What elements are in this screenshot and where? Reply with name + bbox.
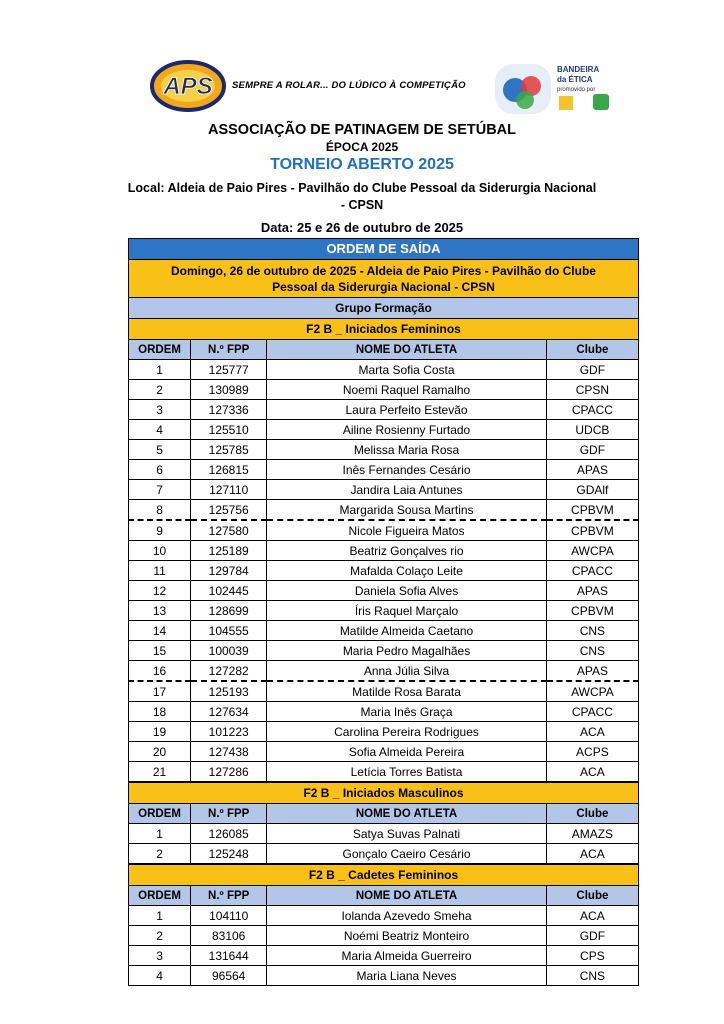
order-title-bar: ORDEM DE SAÍDA bbox=[128, 238, 639, 259]
club-cell: APAS bbox=[546, 460, 638, 480]
fpp-number-cell: 127580 bbox=[191, 520, 267, 541]
slogan: SEMPRE A ROLAR... DO LÚDICO À COMPETIÇÃO bbox=[232, 80, 466, 91]
table-row bbox=[129, 460, 639, 480]
column-header-club: Clube bbox=[546, 886, 638, 906]
athlete-name-cell: Jandira Laia Antunes bbox=[267, 480, 547, 500]
club-cell: GDF bbox=[546, 360, 638, 380]
athlete-name-cell: Anna Júlia Silva bbox=[267, 661, 547, 682]
order-cell: 8 bbox=[129, 500, 191, 521]
table-row bbox=[129, 561, 639, 581]
fpp-number-cell: 102445 bbox=[191, 581, 267, 601]
order-cell: 2 bbox=[129, 380, 191, 400]
column-header-order: ORDEM bbox=[129, 886, 191, 906]
athlete-name-cell: Beatriz Gonçalves rio bbox=[267, 541, 547, 561]
fpp-number-cell: 127336 bbox=[191, 400, 267, 420]
athlete-name-cell: Satya Suvas Palnati bbox=[267, 824, 547, 844]
club-cell: CNS bbox=[546, 621, 638, 641]
column-header-club: Clube bbox=[546, 804, 638, 824]
tournament-title: TORNEIO ABERTO 2025 bbox=[270, 156, 454, 173]
table-header-row bbox=[129, 804, 639, 824]
table-row bbox=[129, 480, 639, 500]
athletes-table bbox=[128, 885, 639, 986]
order-cell: 9 bbox=[129, 520, 191, 541]
athlete-name-cell: Maria Inês Graça bbox=[267, 702, 547, 722]
club-cell: APAS bbox=[546, 581, 638, 601]
athlete-name-cell: Matilde Almeida Caetano bbox=[267, 621, 547, 641]
order-cell: 7 bbox=[129, 480, 191, 500]
order-cell: 1 bbox=[129, 360, 191, 380]
column-header-athlete-name: NOME DO ATLETA bbox=[267, 340, 547, 360]
column-header-fpp: N.º FPP bbox=[191, 886, 267, 906]
table-row bbox=[129, 906, 639, 926]
fpp-number-cell: 131644 bbox=[191, 946, 267, 966]
club-cell: CNS bbox=[546, 641, 638, 661]
page-header bbox=[0, 0, 724, 125]
athletes-table bbox=[128, 803, 639, 864]
table-row bbox=[129, 360, 639, 380]
athlete-name-cell: Margarida Sousa Martins bbox=[267, 500, 547, 521]
athlete-name-cell: Nicole Figueira Matos bbox=[267, 520, 547, 541]
order-cell: 16 bbox=[129, 661, 191, 682]
fpp-number-cell: 125193 bbox=[191, 681, 267, 702]
season-label: ÉPOCA 2025 bbox=[325, 140, 399, 154]
order-cell: 4 bbox=[129, 966, 191, 986]
club-cell: GDF bbox=[546, 440, 638, 460]
day-location-bar bbox=[128, 259, 639, 297]
athlete-name-cell: Maria Liana Neves bbox=[267, 966, 547, 986]
table-row bbox=[129, 621, 639, 641]
fpp-number-cell: 127634 bbox=[191, 702, 267, 722]
club-cell: AWCPA bbox=[546, 541, 638, 561]
table-row bbox=[129, 581, 639, 601]
group-bar: Grupo Formação bbox=[128, 297, 639, 318]
etica-line-3: promovido por bbox=[557, 87, 596, 93]
order-cell: 1 bbox=[129, 906, 191, 926]
fpp-number-cell: 100039 bbox=[191, 641, 267, 661]
club-cell: ACA bbox=[546, 762, 638, 782]
day-line-1: Domingo, 26 de outubro de 2025 - Aldeia de Paio Pires - Pavilhão do Clube bbox=[171, 264, 596, 278]
order-cell: 3 bbox=[129, 400, 191, 420]
order-cell: 3 bbox=[129, 946, 191, 966]
fpp-number-cell: 126085 bbox=[191, 824, 267, 844]
fpp-number-cell: 125785 bbox=[191, 440, 267, 460]
fpp-number-cell: 104110 bbox=[191, 906, 267, 926]
table-row bbox=[129, 601, 639, 621]
athlete-name-cell: Matilde Rosa Barata bbox=[267, 681, 547, 702]
fpp-number-cell: 127110 bbox=[191, 480, 267, 500]
athlete-name-cell: Ailine Rosienny Furtado bbox=[267, 420, 547, 440]
fpp-number-cell: 129784 bbox=[191, 561, 267, 581]
column-header-fpp: N.º FPP bbox=[191, 340, 267, 360]
club-cell: CPSN bbox=[546, 380, 638, 400]
order-cell: 2 bbox=[129, 926, 191, 946]
club-cell: GDF bbox=[546, 926, 638, 946]
column-header-order: ORDEM bbox=[129, 804, 191, 824]
fpp-number-cell: 125777 bbox=[191, 360, 267, 380]
fpp-number-cell: 127438 bbox=[191, 742, 267, 762]
athlete-name-cell: Sofia Almeida Pereira bbox=[267, 742, 547, 762]
order-cell: 4 bbox=[129, 420, 191, 440]
order-cell: 11 bbox=[129, 561, 191, 581]
fpp-number-cell: 101223 bbox=[191, 722, 267, 742]
athlete-name-cell: Maria Almeida Guerreiro bbox=[267, 946, 547, 966]
athletes-table bbox=[128, 339, 639, 782]
club-cell: ACA bbox=[546, 722, 638, 742]
table-row bbox=[129, 500, 639, 521]
table-row bbox=[129, 420, 639, 440]
fpp-number-cell: 127282 bbox=[191, 661, 267, 682]
order-cell: 12 bbox=[129, 581, 191, 601]
athlete-name-cell: Melissa Maria Rosa bbox=[267, 440, 547, 460]
club-cell: ACPS bbox=[546, 742, 638, 762]
categories-container bbox=[128, 318, 639, 986]
athlete-name-cell: Noemi Raquel Ramalho bbox=[267, 380, 547, 400]
athlete-name-cell: Mafalda Colaço Leite bbox=[267, 561, 547, 581]
fpp-number-cell: 128699 bbox=[191, 601, 267, 621]
athlete-name-cell: Inês Fernandes Cesário bbox=[267, 460, 547, 480]
fpp-number-cell: 125189 bbox=[191, 541, 267, 561]
order-cell: 5 bbox=[129, 440, 191, 460]
table-row bbox=[129, 380, 639, 400]
club-cell: AWCPA bbox=[546, 681, 638, 702]
column-header-club: Clube bbox=[546, 340, 638, 360]
table-row bbox=[129, 824, 639, 844]
column-header-order: ORDEM bbox=[129, 340, 191, 360]
club-cell: CPACC bbox=[546, 702, 638, 722]
athlete-name-cell: Noémi Beatriz Monteiro bbox=[267, 926, 547, 946]
athlete-name-cell: Gonçalo Caeiro Cesário bbox=[267, 844, 547, 864]
club-cell: UDCB bbox=[546, 420, 638, 440]
aps-logo bbox=[148, 58, 228, 114]
club-cell: CPBVM bbox=[546, 520, 638, 541]
order-cell: 2 bbox=[129, 844, 191, 864]
table-row bbox=[129, 926, 639, 946]
table-row bbox=[129, 966, 639, 986]
athlete-name-cell: Laura Perfeito Estevão bbox=[267, 400, 547, 420]
club-cell: CPS bbox=[546, 946, 638, 966]
event-date: Data: 25 e 26 de outubro de 2025 bbox=[260, 220, 464, 235]
table-row bbox=[129, 681, 639, 702]
table-row bbox=[129, 702, 639, 722]
fpp-number-cell: 125756 bbox=[191, 500, 267, 521]
location-line-1: Local: Aldeia de Paio Pires - Pavilhão do Clube Pessoal da Siderurgia Nacional bbox=[127, 181, 597, 195]
order-cell: 13 bbox=[129, 601, 191, 621]
athlete-name-cell: Carolina Pereira Rodrigues bbox=[267, 722, 547, 742]
club-cell: AMAZS bbox=[546, 824, 638, 844]
order-cell: 10 bbox=[129, 541, 191, 561]
association-title: ASSOCIAÇÃO DE PATINAGEM DE SETÚBAL bbox=[207, 122, 516, 138]
table-row bbox=[129, 844, 639, 864]
etica-line-1: BANDEIRA bbox=[557, 65, 600, 74]
club-cell: CPACC bbox=[546, 400, 638, 420]
order-cell: 14 bbox=[129, 621, 191, 641]
fpp-number-cell: 83106 bbox=[191, 926, 267, 946]
fpp-number-cell: 125510 bbox=[191, 420, 267, 440]
club-cell: APAS bbox=[546, 661, 638, 682]
category-title-bar: F2 B _ Iniciados Masculinos bbox=[128, 782, 639, 803]
table-header-row bbox=[129, 886, 639, 906]
order-cell: 1 bbox=[129, 824, 191, 844]
fpp-number-cell: 130989 bbox=[191, 380, 267, 400]
club-cell: ACA bbox=[546, 844, 638, 864]
table-row bbox=[129, 541, 639, 561]
club-cell: GDAlf bbox=[546, 480, 638, 500]
fpp-number-cell: 104555 bbox=[191, 621, 267, 641]
category-title-bar: F2 B _ Cadetes Femininos bbox=[128, 864, 639, 885]
table-row bbox=[129, 641, 639, 661]
table-row bbox=[129, 946, 639, 966]
order-cell: 6 bbox=[129, 460, 191, 480]
table-header-row bbox=[129, 340, 639, 360]
order-cell: 15 bbox=[129, 641, 191, 661]
table-row bbox=[129, 722, 639, 742]
column-header-fpp: N.º FPP bbox=[191, 804, 267, 824]
table-row bbox=[129, 400, 639, 420]
club-cell: CPBVM bbox=[546, 601, 638, 621]
fpp-number-cell: 125248 bbox=[191, 844, 267, 864]
table-row bbox=[129, 762, 639, 782]
athlete-name-cell: Maria Pedro Magalhães bbox=[267, 641, 547, 661]
day-line-2: Pessoal da Siderurgia Nacional - CPSN bbox=[272, 280, 495, 294]
fpp-number-cell: 96564 bbox=[191, 966, 267, 986]
athlete-name-cell: Marta Sofia Costa bbox=[267, 360, 547, 380]
order-cell: 17 bbox=[129, 681, 191, 702]
order-cell: 18 bbox=[129, 702, 191, 722]
aps-logo-text: APS bbox=[163, 73, 213, 100]
club-cell: CPBVM bbox=[546, 500, 638, 521]
athlete-name-cell: Letícia Torres Batista bbox=[267, 762, 547, 782]
location-line-2: - CPSN bbox=[340, 198, 384, 212]
club-cell: CPACC bbox=[546, 561, 638, 581]
start-order-sheet bbox=[128, 238, 639, 986]
category-title-bar: F2 B _ Iniciados Femininos bbox=[128, 318, 639, 339]
order-cell: 19 bbox=[129, 722, 191, 742]
fpp-number-cell: 127286 bbox=[191, 762, 267, 782]
order-cell: 20 bbox=[129, 742, 191, 762]
athlete-name-cell: Íris Raquel Marçalo bbox=[267, 601, 547, 621]
table-row bbox=[129, 440, 639, 460]
fpp-number-cell: 126815 bbox=[191, 460, 267, 480]
club-cell: CNS bbox=[546, 966, 638, 986]
club-cell: ACA bbox=[546, 906, 638, 926]
table-row bbox=[129, 742, 639, 762]
column-header-athlete-name: NOME DO ATLETA bbox=[267, 886, 547, 906]
table-row bbox=[129, 520, 639, 541]
athlete-name-cell: Iolanda Azevedo Smeha bbox=[267, 906, 547, 926]
etica-line-2: da ÉTICA bbox=[557, 75, 593, 84]
table-row bbox=[129, 661, 639, 682]
athlete-name-cell: Daniela Sofia Alves bbox=[267, 581, 547, 601]
column-header-athlete-name: NOME DO ATLETA bbox=[267, 804, 547, 824]
order-cell: 21 bbox=[129, 762, 191, 782]
bandeira-etica-logo bbox=[493, 60, 623, 118]
